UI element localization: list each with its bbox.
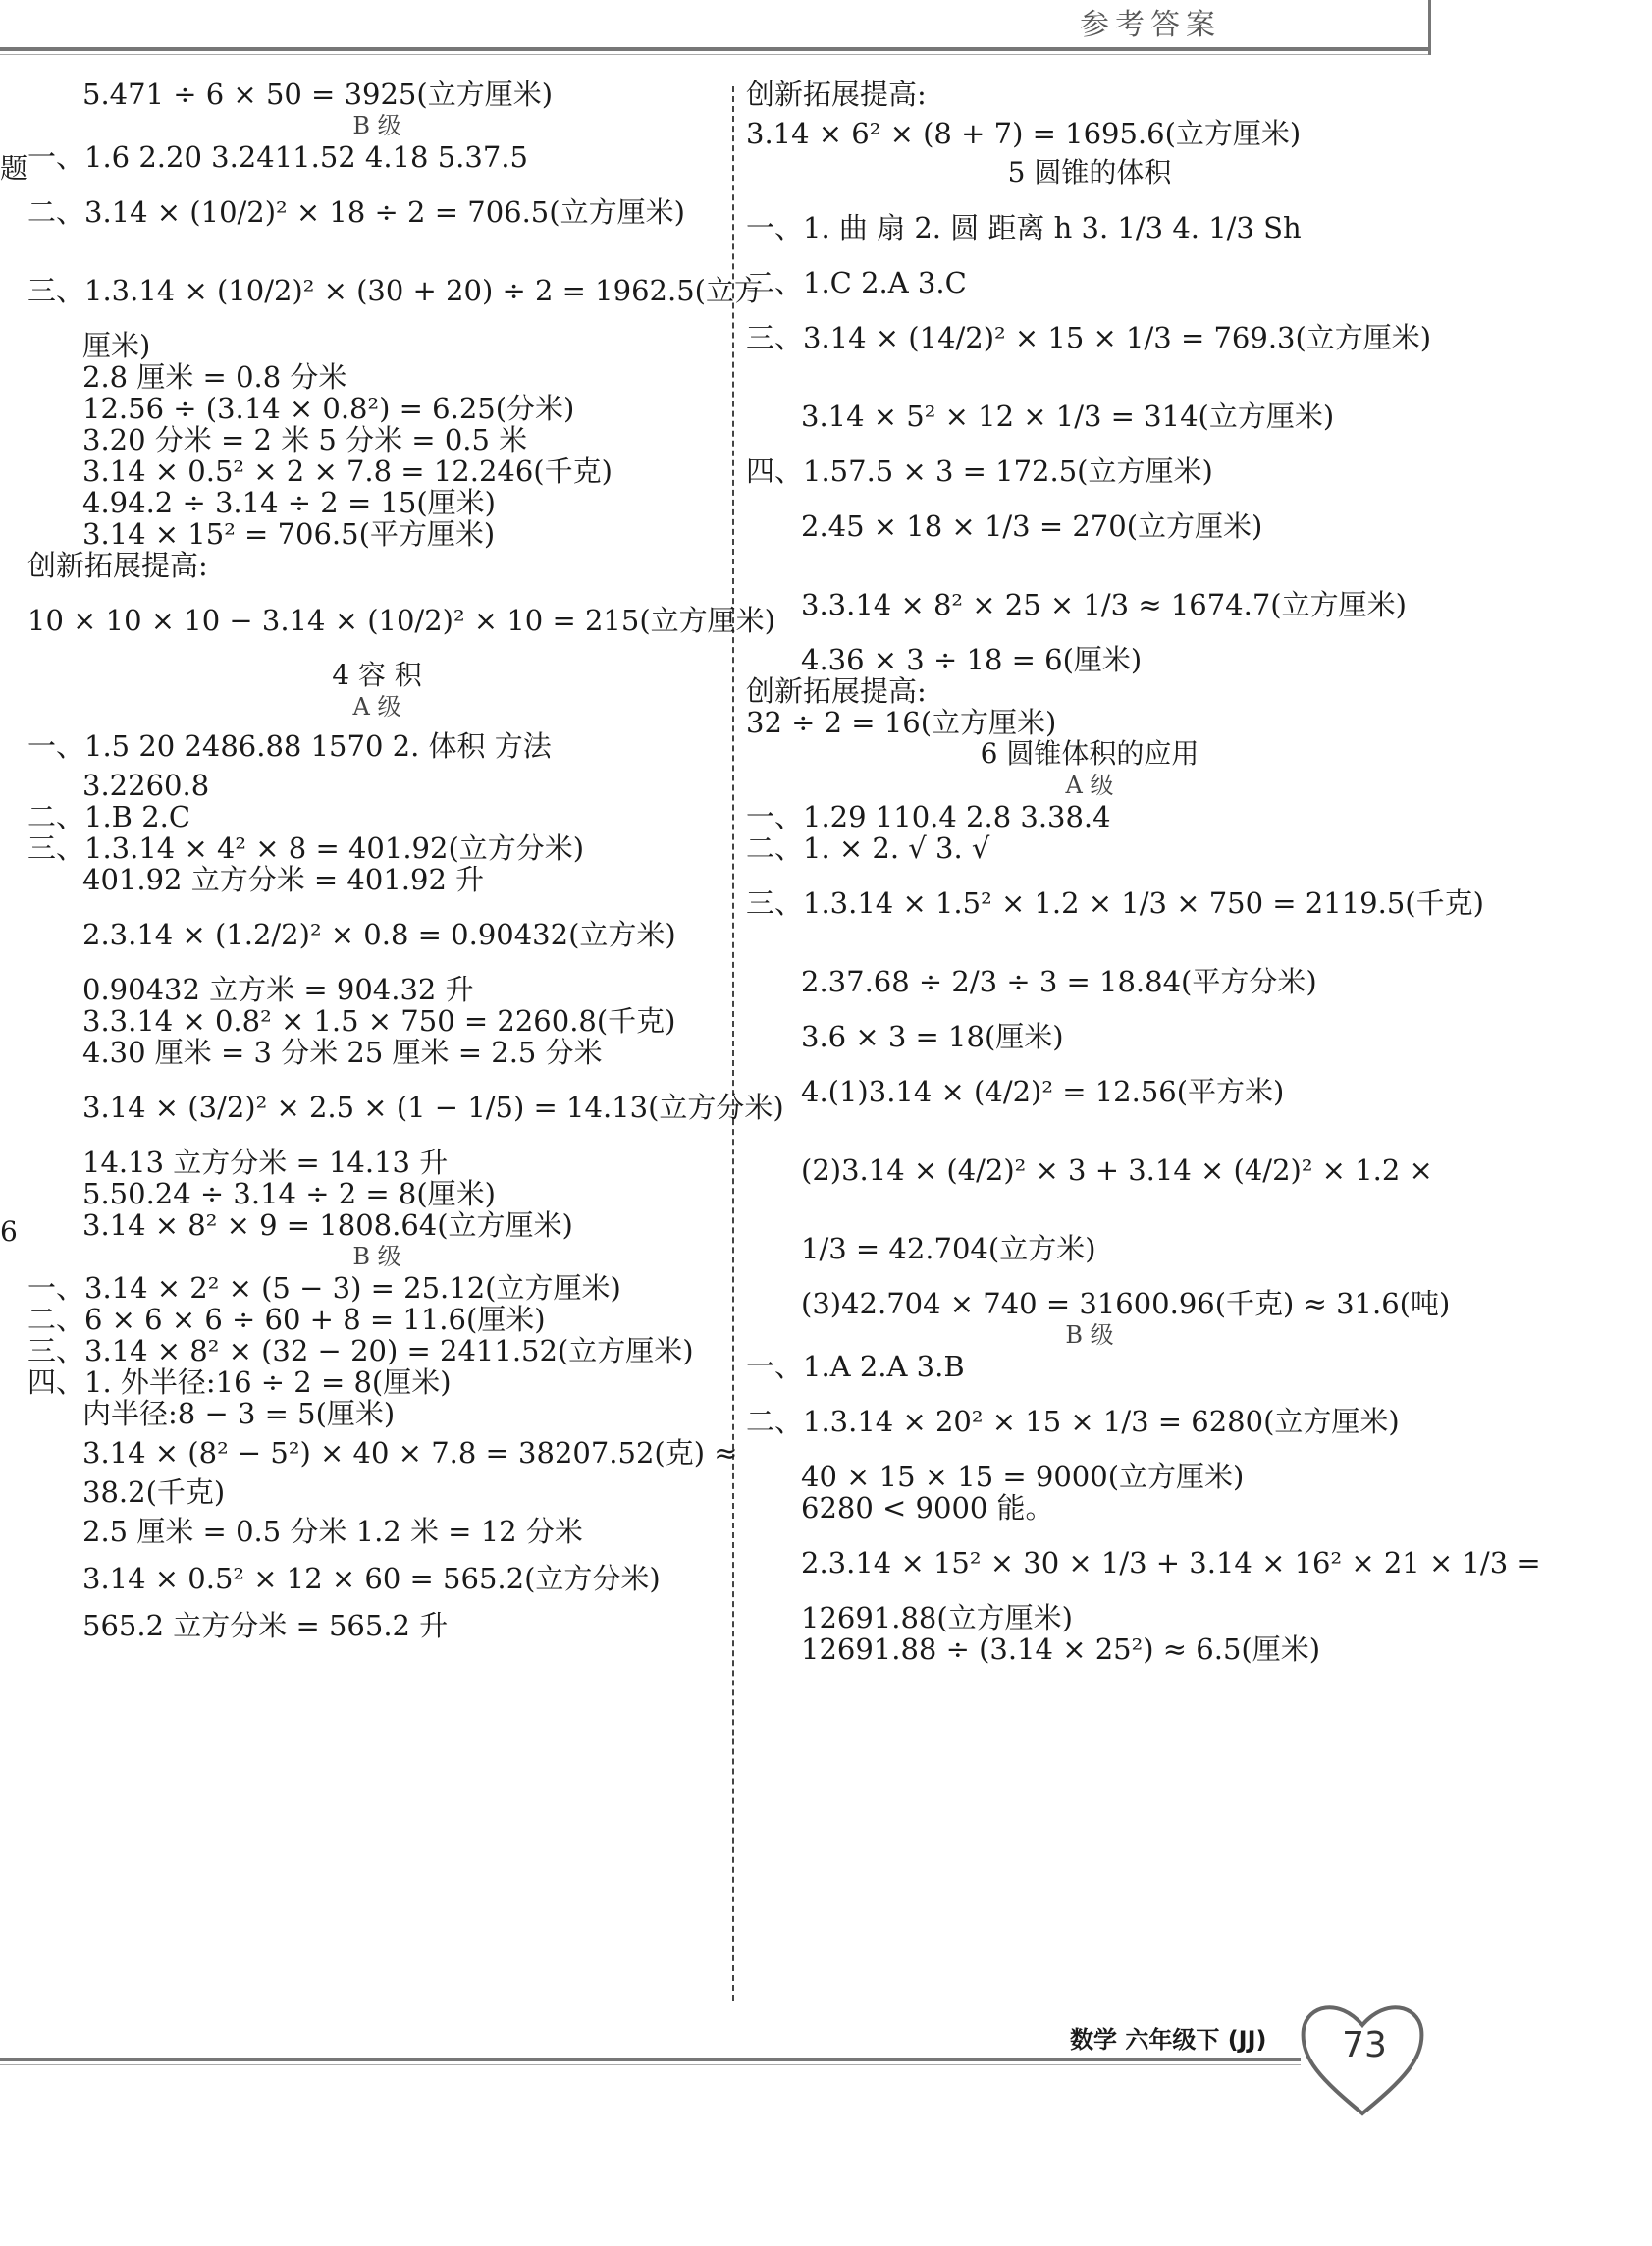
answer-line: 12691.88 ÷ (3.14 × 25²) ≈ 6.5(厘米) [801, 1632, 1321, 1666]
answer-line: 四、1.57.5 × 3 = 172.5(立方厘米) [746, 455, 1213, 488]
answer-line: 二、1.B 2.C [27, 800, 191, 833]
answer-line: 3.14 × 15² = 706.5(平方厘米) [82, 517, 496, 551]
header-rule [0, 47, 1428, 51]
grade-heading: B 级 [1065, 1321, 1114, 1349]
answer-line: 四、1. 外半径:16 ÷ 2 = 8(厘米) [27, 1365, 452, 1399]
footer-subject: 数学 六年级下 (JJ) [1070, 2026, 1267, 2054]
header-title-fragment: 参考答案 [1080, 8, 1221, 42]
column-divider [732, 86, 734, 2001]
grade-heading: A 级 [1065, 772, 1114, 799]
answer-line: 4.36 × 3 ÷ 18 = 6(厘米) [801, 643, 1143, 676]
right-column [746, 78, 1541, 1666]
answer-line: 3.14 × (3/2)² × 2.5 × (1 − 1/5) = 14.13(立方分米) [82, 1091, 784, 1124]
answer-line: 4.(1)3.14 × (4/2)² = 12.56(平方米) [801, 1075, 1285, 1108]
answer-line: 401.92 立方分米 = 401.92 升 [82, 863, 485, 896]
answer-line: 6280 < 9000 能。 [801, 1491, 1054, 1524]
answer-line: 3.2260.8 [82, 769, 210, 802]
grade-heading: B 级 [352, 1243, 401, 1270]
edge-mark-top: 题 [0, 152, 28, 185]
answer-line: 三、1.3.14 × 4² × 8 = 401.92(立方分米) [27, 831, 585, 865]
answer-line: 10 × 10 × 10 − 3.14 × (10/2)² × 10 = 215(立方厘米) [27, 604, 775, 637]
answer-line: 3.14 × (8² − 5²) × 40 × 7.8 = 38207.52(克) ≈ [82, 1436, 738, 1470]
answer-line: 3.14 × 0.5² × 12 × 60 = 565.2(立方分米) [82, 1562, 661, 1595]
answer-line: 4.94.2 ÷ 3.14 ÷ 2 = 15(厘米) [82, 486, 496, 519]
answer-line: 2.37.68 ÷ 2/3 ÷ 3 = 18.84(平方分米) [801, 965, 1317, 998]
answer-line: 二、3.14 × (10/2)² × 18 ÷ 2 = 706.5(立方厘米) [27, 195, 685, 229]
answer-line: 3.14 × 8² × 9 = 1808.64(立方厘米) [82, 1208, 573, 1242]
answer-line: 一、1. 曲 扇 2. 圆 距离 h 3. 1/3 4. 1/3 Sh [746, 211, 1302, 244]
answer-line: 3.3.14 × 8² × 25 × 1/3 ≈ 1674.7(立方厘米) [801, 588, 1407, 621]
answer-line: 二、1.C 2.A 3.C [746, 266, 967, 299]
answer-line: 40 × 15 × 15 = 9000(立方厘米) [801, 1460, 1245, 1493]
edge-mark-middle: 6 [0, 1215, 18, 1248]
answer-line: 一、1.A 2.A 3.B [746, 1350, 965, 1383]
answer-line: 565.2 立方分米 = 565.2 升 [82, 1609, 449, 1642]
answer-line: 3.6 × 3 = 18(厘米) [801, 1020, 1064, 1053]
page-number: 73 [1342, 2025, 1387, 2065]
grade-heading: B 级 [352, 112, 401, 139]
answer-line: 2.3.14 × 15² × 30 × 1/3 + 3.14 × 16² × 21 × 1/3 = [801, 1546, 1541, 1579]
answer-line: 32 ÷ 2 = 16(立方厘米) [746, 706, 1057, 739]
answer-line: 3.20 分米 = 2 米 5 分米 = 0.5 米 [82, 423, 528, 456]
footer-rule-thin [0, 2064, 1301, 2065]
extension-heading: 创新拓展提高: [746, 78, 927, 111]
answer-line: 5.50.24 ÷ 3.14 ÷ 2 = 8(厘米) [82, 1177, 496, 1210]
answer-line: 5.471 ÷ 6 × 50 = 3925(立方厘米) [82, 78, 554, 111]
answer-line: 三、1.3.14 × 1.5² × 1.2 × 1/3 × 750 = 2119.5(千克) [746, 886, 1484, 920]
extension-heading: 创新拓展提高: [27, 549, 208, 582]
answer-line: 3.14 × 0.5² × 2 × 7.8 = 12.246(千克) [82, 455, 613, 488]
answer-line: 1/3 = 42.704(立方米) [801, 1232, 1096, 1265]
answer-line: 内半径:8 − 3 = 5(厘米) [82, 1397, 396, 1430]
answer-line: 3.14 × 6² × (8 + 7) = 1695.6(立方厘米) [746, 117, 1302, 150]
section-heading: 4 容 积 [332, 659, 422, 691]
answer-line: 三、1.3.14 × (10/2)² × (30 + 20) ÷ 2 = 1962.5(立方 [27, 274, 763, 307]
answer-line: 12.56 ÷ (3.14 × 0.8²) = 6.25(分米) [82, 392, 575, 425]
section-heading: 6 圆锥体积的应用 [980, 737, 1199, 770]
answer-line: 二、1.3.14 × 20² × 15 × 1/3 = 6280(立方厘米) [746, 1405, 1400, 1438]
answer-line: 2.5 厘米 = 0.5 分米 1.2 米 = 12 分米 [82, 1515, 583, 1548]
answer-line: 一、1.5 20 2486.88 1570 2. 体积 方法 [27, 729, 552, 763]
answer-line: 厘米) [82, 329, 151, 362]
answer-line: 2.8 厘米 = 0.8 分米 [82, 360, 347, 394]
answer-line: 3.3.14 × 0.8² × 1.5 × 750 = 2260.8(千克) [82, 1004, 676, 1038]
section-heading: 5 圆锥的体积 [1007, 156, 1172, 188]
answer-line: 4.30 厘米 = 3 分米 25 厘米 = 2.5 分米 [82, 1036, 603, 1069]
extension-heading: 创新拓展提高: [746, 674, 927, 708]
answer-line: 14.13 立方分米 = 14.13 升 [82, 1146, 449, 1179]
answer-line: 二、1. × 2. √ 3. √ [746, 831, 990, 865]
answer-line: (2)3.14 × (4/2)² × 3 + 3.14 × (4/2)² × 1.2 × [801, 1153, 1433, 1187]
answer-line: 二、6 × 6 × 6 ÷ 60 + 8 = 11.6(厘米) [27, 1303, 546, 1336]
header-rule-thin [0, 54, 1428, 55]
answer-line: 一、3.14 × 2² × (5 − 3) = 25.12(立方厘米) [27, 1271, 621, 1305]
answer-line: 3.14 × 5² × 12 × 1/3 = 314(立方厘米) [801, 400, 1335, 433]
answer-line: 一、1.6 2.20 3.2411.52 4.18 5.37.5 [27, 140, 528, 174]
grade-heading: A 级 [352, 693, 401, 721]
answer-line: 三、3.14 × (14/2)² × 15 × 1/3 = 769.3(立方厘米) [746, 321, 1432, 354]
answer-line: 一、1.29 110.4 2.8 3.38.4 [746, 800, 1111, 833]
answer-line: 2.45 × 18 × 1/3 = 270(立方厘米) [801, 509, 1263, 543]
answer-line: (3)42.704 × 740 = 31600.96(千克) ≈ 31.6(吨) [801, 1287, 1451, 1320]
answer-line: 三、3.14 × 8² × (32 − 20) = 2411.52(立方厘米) [27, 1334, 694, 1367]
footer-rule [0, 2058, 1301, 2061]
header-corner [1420, 0, 1431, 55]
left-column [27, 78, 784, 1649]
answer-line: 0.90432 立方米 = 904.32 升 [82, 973, 474, 1006]
answer-line: 12691.88(立方厘米) [801, 1601, 1074, 1634]
answer-line: 2.3.14 × (1.2/2)² × 0.8 = 0.90432(立方米) [82, 918, 676, 951]
answer-line: 38.2(千克) [82, 1475, 226, 1509]
